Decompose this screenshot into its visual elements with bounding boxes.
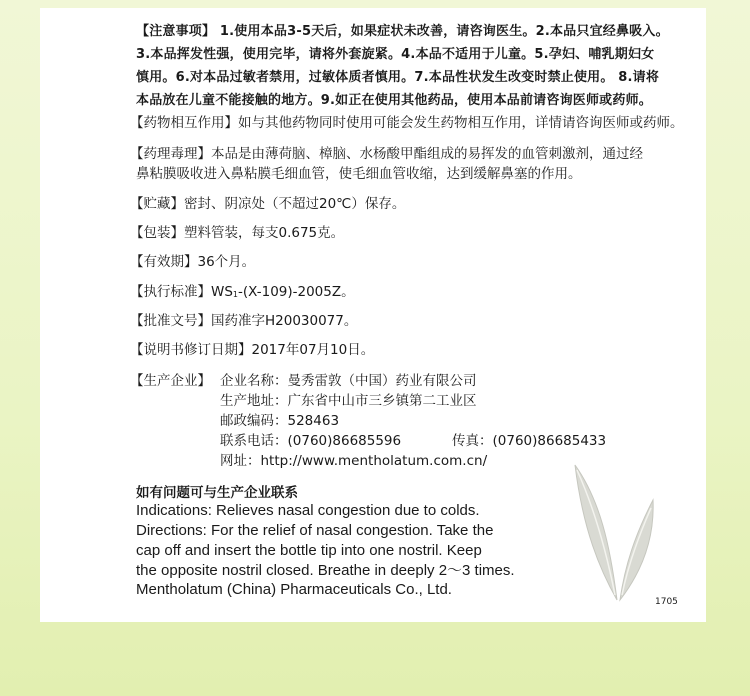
manufacturer-fax: 传真：(0760)86685433	[452, 433, 607, 449]
standard-prefix: 【执行标准】WS	[130, 284, 233, 300]
interactions-text: 【药物相互作用】如与其他药物同时使用可能会发生药物相互作用，详情请咨询医师或药师。	[130, 115, 684, 131]
precautions-line: 本品放在儿童不能接触的地方。9.如正在使用其他药品，使用本品前请咨询医师或药师。	[136, 93, 652, 108]
precautions-line: 3.本品挥发性强，使用完毕，请将外套旋紧。4.本品不适用于儿童。5.孕妇、哺乳期妇女	[136, 47, 655, 62]
leaf-logo-icon	[565, 460, 665, 610]
english-directions-1: Directions: For the relief of nasal congestion. Take the	[136, 522, 494, 539]
pharmacology-line-2: 鼻粘膜吸收进入鼻粘膜毛细血管，使毛细血管收缩，达到缓解鼻塞的作用。	[136, 166, 582, 182]
manufacturer-postcode: 邮政编码：528463	[220, 413, 340, 429]
precautions-line: 【注意事项】 1.使用本品3-5天后，如果症状未改善，请咨询医生。2.本品只宜经鼻吸入。	[136, 24, 669, 39]
contact-title: 如有问题可与生产企业联系	[136, 485, 298, 501]
standard-subscript: 1	[232, 290, 239, 299]
standard-suffix: -(X-109)-2005Z。	[238, 284, 355, 300]
approval-text: 【批准文号】国药准字H20030077。	[130, 313, 358, 329]
standard-text	[130, 283, 355, 304]
packaging-text: 【包装】塑料管装，每支0.675克。	[130, 225, 345, 241]
print-code: 1705	[655, 597, 678, 607]
precautions-line: 慎用。6.对本品过敏者禁用，过敏体质者慎用。7.本品性状发生改变时禁止使用。 8.请将	[136, 70, 660, 85]
revision-date-text: 【说明书修订日期】2017年07月10日。	[130, 342, 375, 358]
storage-text: 【贮藏】密封、阴凉处（不超过20℃）保存。	[130, 196, 406, 212]
manufacturer-phone: 联系电话：(0760)86685596	[220, 433, 402, 449]
validity-text: 【有效期】36个月。	[130, 254, 256, 270]
manufacturer-name: 企业名称：曼秀雷敦（中国）药业有限公司	[220, 373, 477, 389]
manufacturer-address: 生产地址：广东省中山市三乡镇第二工业区	[220, 393, 477, 409]
manufacturer-label: 【生产企业】	[130, 373, 211, 389]
pharmacology-line-1: 【药理毒理】本品是由薄荷脑、樟脑、水杨酸甲酯组成的易挥发的血管刺激剂，通过经	[130, 146, 643, 162]
manufacturer-website: 网址：http://www.mentholatum.com.cn/	[220, 453, 488, 469]
english-directions-2: cap off and insert the bottle tip into one nostril. Keep	[136, 542, 482, 559]
precautions-section	[136, 20, 706, 112]
english-directions-3: the opposite nostril closed. Breathe in deeply 2～3 times.	[136, 562, 515, 579]
english-indications: Indications: Relieves nasal congestion due to colds.	[136, 502, 480, 519]
english-company: Mentholatum (China) Pharmaceuticals Co., Ltd.	[136, 581, 452, 598]
